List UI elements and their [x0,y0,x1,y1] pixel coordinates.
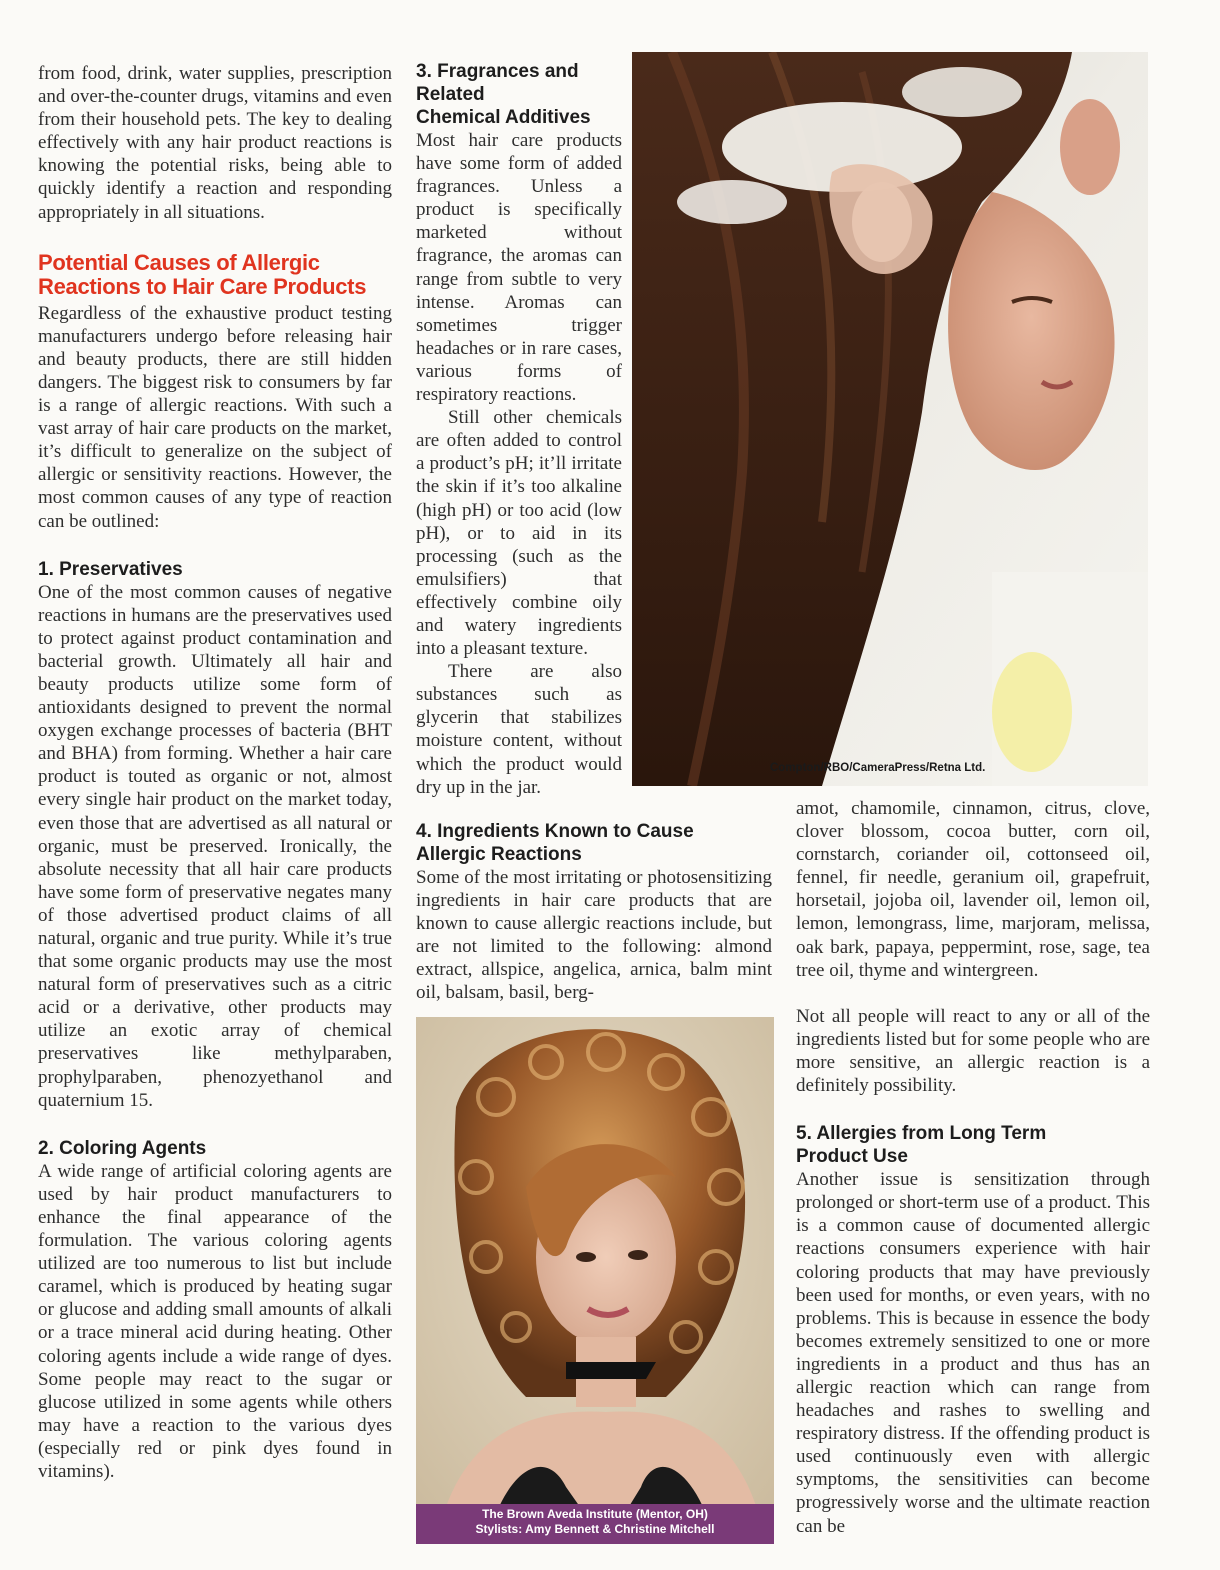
heading-fragrances-line-1: 3. Fragrances and [416,61,579,82]
curly-hair-portrait-illustration [416,1017,774,1544]
ingredients-continued-paragraph: amot, chamomile, cinnamon, citrus, clove, clover blossom, cocoa butter, corn oil, cornstarch, coriander oil, cottonseed oil, fennel, fir needle, geranium oil, grapefruit, horsetail, jojoba oil, lavender oil, lemon oil, lemon, lemongrass, lime, marjoram, melissa, oak bark, papaya, peppermint, rose, sage, tea tree oil, thyme and wintergreen. [796,798,1150,981]
preservatives-paragraph: One of the most common causes of negative reactions in humans are the preservatives used to protect against product contamination and bacterial growth. Ultimately all hair and beauty products utilize some form of antioxidants designed to prevent the normal oxygen exchange processes of bacteria (BHT and BHA) from forming. Whether a hair care product is touted as organic or not, almost every single hair product on the market today, even those that are advertised as all natural or organic, must be preserved. Ironically, the absolute necessity that all hair care products have some form of preservative negates many of those advertised product claims of all natural, organic and true purity. While it’s true that some organic products may use the most natural form of preservatives such as a citric acid or a derivative, other products may utilize an exotic array of chemical preservatives like methylparaben, prophylparaben, phenozyethanol and quaternium 15. [38,581,392,1111]
section-heading-potential-causes: Potential Causes of Allergic Reactions to Hair Care Products [38,249,367,299]
column-2 [416,60,622,799]
fragrances-paragraph-3: There are also substances such as glycerin that stabilizes moisture content, without which the product would dry up in the jar. [416,661,622,798]
coloring-agents-paragraph: A wide range of artificial coloring agents are used by hair product manufacturers to enhance the final appearance of the formulation. The various coloring agents utilized are too numerous to list but include caramel, which is produced by heating sugar or glucose and adding small amounts of alkali or a trace mineral acid during heating. Other coloring agents include a wide range of dyes. Some people may react to the sugar or glucose utilized in some agents while others may have a reaction to the various dyes (especially red or pink dyes found in vitamins). [38,1160,392,1482]
top-photo-credit: Compton/RBO/CameraPress/Retna Ltd. [770,762,986,774]
fragrances-paragraph-1: Most hair care products have some form of added fragrances. Unless a product is specifically marketed without fragrance, the aromas can range from subtle to very intense. Aromas can sometimes trigger headaches or in rare cases, various forms of respiratory reactions. [416,130,622,406]
hair-wash-illustration [632,52,1148,786]
caption-institute: The Brown Aveda Institute (Mentor, OH) [482,1507,708,1521]
top-photo-woman-washing-hair [632,52,1148,786]
heading-fragrances-line-3: Chemical Additives [416,107,591,128]
heading-coloring-agents: 2. Coloring Agents [38,1137,207,1159]
not-all-people-paragraph: Not all people will react to any or all of the ingredients listed but for some people who are more sensitive, an allergic reaction is a definitely possibility. [796,1005,1150,1097]
column-1 [38,62,392,1483]
caption-stylists: Stylists: Amy Bennett & Christine Mitchell [475,1522,715,1536]
potential-causes-paragraph: Regardless of the exhaustive product testing manufacturers undergo before releasing hair and beauty products, there are still hidden dangers. The biggest risk to consumers by far is a range of allergic reactions. With such a vast array of hair care products on the market, it’s difficult to generalize on the subject of allergic or sensitivity reactions. However, the most common causes of any type of reaction can be outlined: [38,302,392,532]
ingredients-block [416,820,772,1005]
ingredients-paragraph: Some of the most irritating or photosensitizing ingredients in hair care products that are known to cause allergic reactions include, but are not limited to the following: almond extract, allspice, angelica, arnica, balm mint oil, balsam, basil, berg- [416,867,772,1004]
bottom-photo-caption [416,1507,774,1537]
column-3 [796,797,1150,1538]
bottom-photo-curly-hair-model [416,1017,774,1544]
heading-long-term-line-1: 5. Allergies from Long Term [796,1123,1047,1145]
heading-fragrances-line-2: Related [416,84,485,105]
heading-ingredients: 4. Ingredients Known to Cause Allergic Reactions [416,821,694,865]
intro-paragraph: from food, drink, water supplies, prescription and over-the-counter drugs, vitamins and even from their household pets. The key to dealing effectively with any hair product reactions is knowing the potential risks, being able to quickly identify a reaction and responding appropriately in all situations. [38,63,392,223]
heading-long-term-line-2: Product Use [796,1146,908,1168]
heading-preservatives: 1. Preservatives [38,558,183,580]
long-term-paragraph: Another issue is sensitization through prolonged or short-term use of a product. This is a common cause of documented allergic reactions consumers experience with hair coloring products that may have previously been used for months, or even years, with no problems. This is because in essence the body becomes extremely sensitized to one or more ingredients in a product and thus has an allergic reaction which can range from headaches and rashes to swelling and respiratory distress. If the offending product is used continuously even with allergic symptoms, the sensitivities can become progressively worse and the ultimate reaction can be [796,1169,1150,1537]
fragrances-paragraph-2: Still other chemicals are often added to control a product’s pH; it’ll irritate the skin if it’s too alkaline (high pH) or too acid (low pH), or to aid in its processing (such as the emulsifiers) that effectively combine oily and watery ingredients into a pleasant texture. [416,407,622,660]
